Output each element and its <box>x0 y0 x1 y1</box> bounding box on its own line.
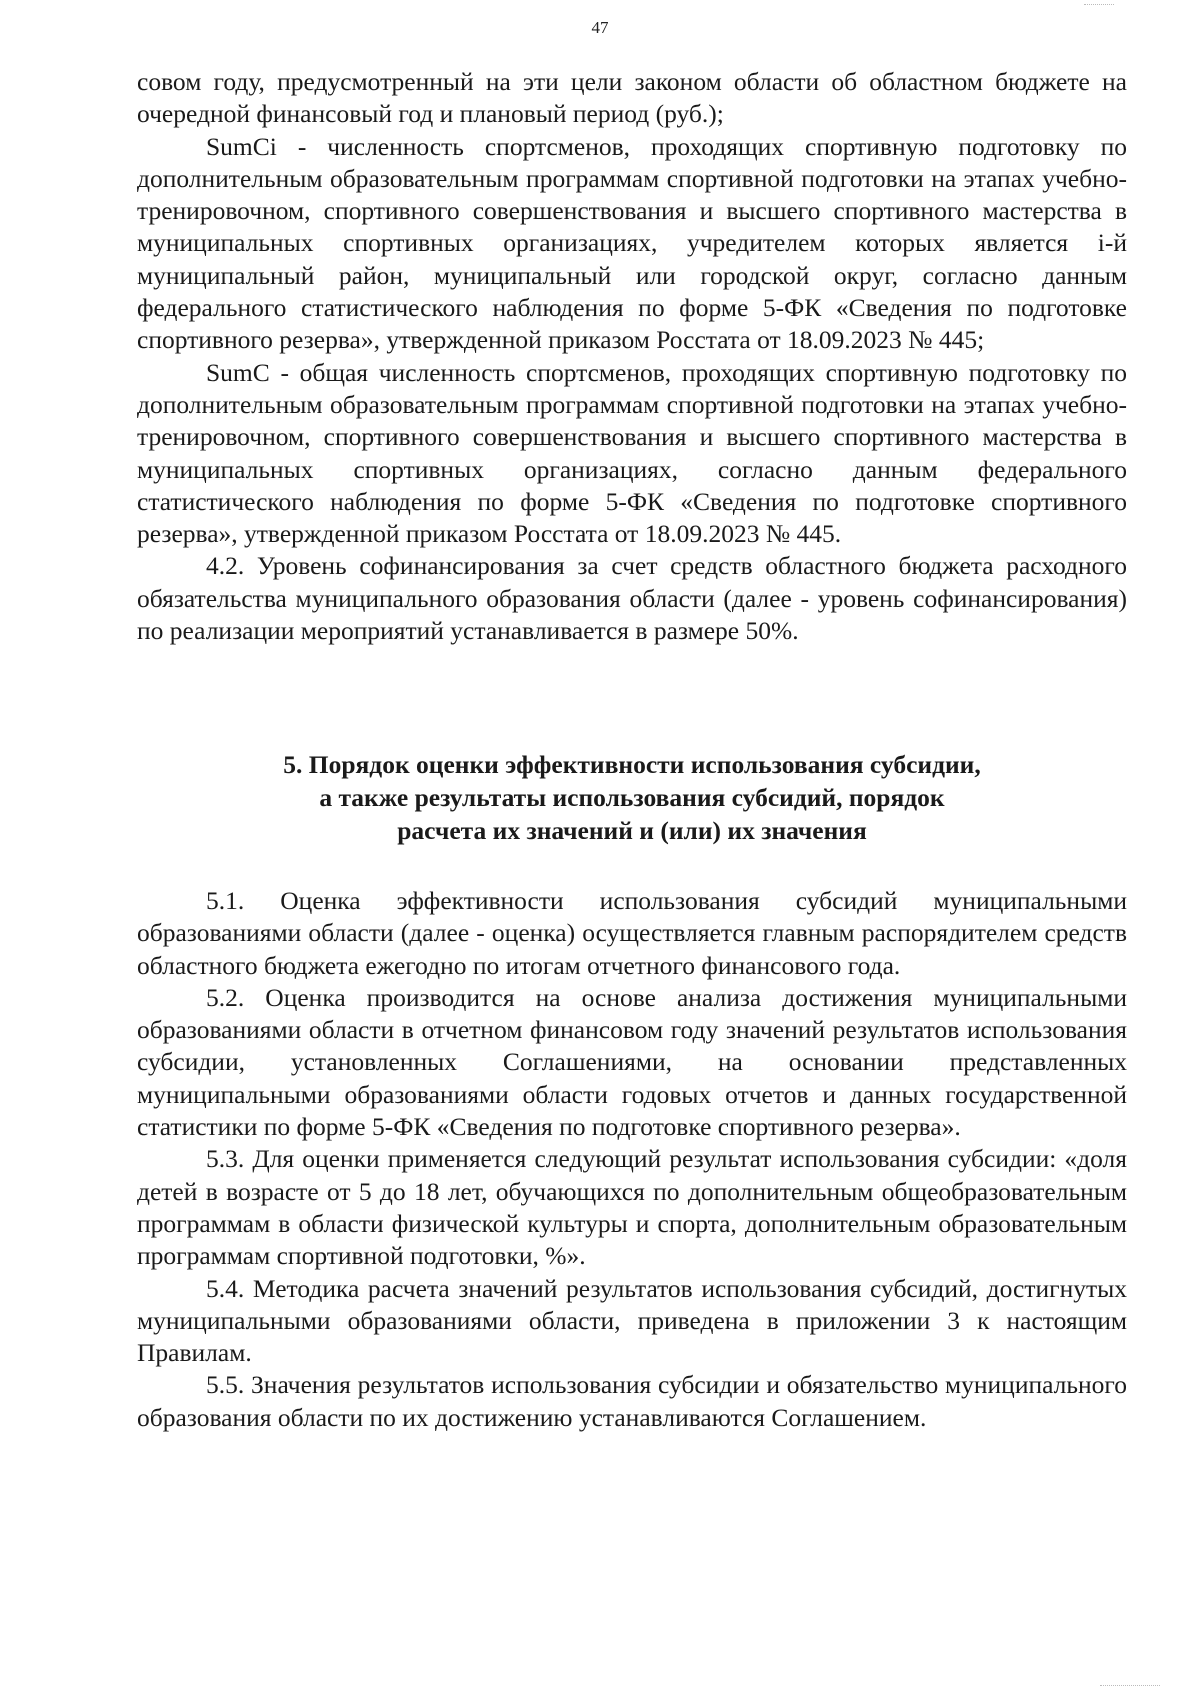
section-5-heading <box>137 748 1127 847</box>
paragraph-4-2: 4.2. Уровень софинансирования за счет средств областного бюджета расходного обязательства муниципального образования области (далее - уровень софинансирования) по реализации мероприятий устанавливается в размере 50%. <box>137 551 1127 646</box>
scan-artifact-bottom <box>1100 1685 1160 1689</box>
paragraph-continuation: совом году, предусмотренный на эти цели законом области об областном бюджете на очередной финансовый год и плановый период (руб.); <box>137 67 1127 129</box>
section-heading-line-3: расчета их значений и (или) их значения <box>397 816 867 845</box>
intro-text-block <box>137 66 1127 647</box>
paragraph-sumci-definition: SumCi - численность спортсменов, проходящих спортивную подготовку по дополнительным образовательным программам спортивной подготовки на этапах учебно-тренировочном, спортивного совершенствования и высшего спортивного мастерства в муниципальных спортивных организациях, учредителем которых является i-й муниципальный район, муниципальный или городской округ, согласно данным федерального статистического наблюдения по форме 5-ФК «Сведения по подготовке спортивного резерва», утвержденной приказом Росстата от 18.09.2023 № 445; <box>137 131 1127 355</box>
paragraph-5-1: 5.1. Оценка эффективности использования субсидий муниципальными образованиями области (далее - оценка) осуществляется главным распорядителем средств областного бюджета ежегодно по итогам отчетного финансового года. <box>137 886 1127 980</box>
paragraph-5-4: 5.4. Методика расчета значений результатов использования субсидий, достигнутых муниципальными образованиями области, приведена в приложении 3 к настоящим Правилам. <box>137 1273 1127 1368</box>
section-5-text-block <box>137 885 1127 1434</box>
page-number: 47 <box>591 18 609 37</box>
paragraph-5-3: 5.3. Для оценки применяется следующий результат использования субсидии: «доля детей в возрасте от 5 до 18 лет, обучающихся по дополнительным общеобразовательным программам в области физической культуры и спорта, дополнительным образовательным программам спортивной подготовки, %». <box>137 1144 1127 1271</box>
paragraph-5-2: 5.2. Оценка производится на основе анализа достижения муниципальными образованиями области в отчетном финансовом году значений результатов использования субсидии, установленных Соглашениями, на основании представленных муниципальными образованиями области годовых отчетов и данных государственной статистики по форме 5-ФК «Сведения по подготовке спортивного резерва». <box>137 982 1127 1142</box>
paragraph-5-5: 5.5. Значения результатов использования субсидии и обязательство муниципального образования области по их достижению устанавливаются Соглашением. <box>137 1370 1127 1432</box>
section-heading-line-1: 5. Порядок оценки эффективности использования субсидии, <box>283 750 981 779</box>
scan-artifact-top <box>1084 4 1114 8</box>
paragraph-sumc-definition: SumC - общая численность спортсменов, проходящих спортивную подготовку по дополнительным образовательным программам спортивной подготовки на этапах учебно-тренировочном, спортивного совершенствования и высшего спортивного мастерства в муниципальных спортивных организациях, согласно данным федерального статистического наблюдения по форме 5-ФК «Сведения по подготовке спортивного резерва», утвержденной приказом Росстата от 18.09.2023 № 445. <box>137 357 1127 549</box>
section-heading-line-2: а также результаты использования субсидий, порядок <box>319 783 945 812</box>
